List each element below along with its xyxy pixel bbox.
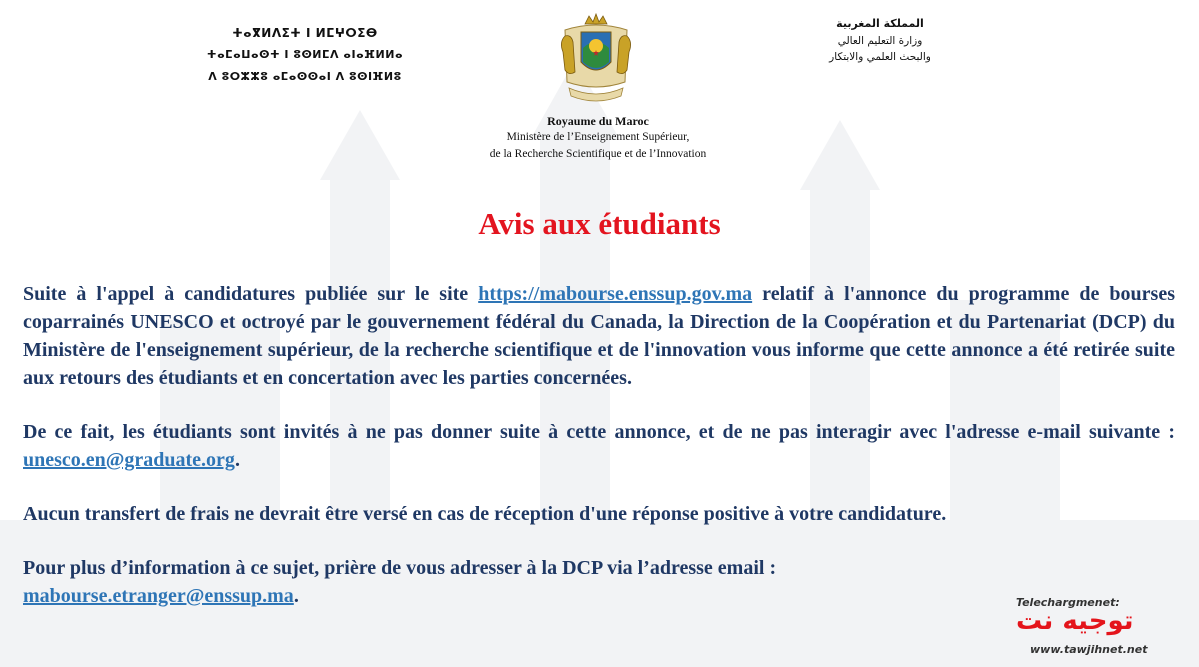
unesco-email-link[interactable]: unesco.en@graduate.org xyxy=(23,449,235,471)
tawjihnet-logo: توجيه نت xyxy=(1016,606,1134,636)
ministry-line-1: Ministère de l’Enseignement Supérieur, xyxy=(506,131,690,143)
arabic-header xyxy=(790,15,970,65)
arabic-line-3: والبحث العلمي والابتكار xyxy=(829,51,931,63)
tifinagh-line-3: ⴷ ⵓⵔⵣⵣⵓ ⴰⵎⴰⵙⵙⴰⵏ ⴷ ⵓⵙⵏⴼⵍⵓ xyxy=(208,70,402,83)
paragraph-1-text-end: relatif à l'annonce du programme de bourses coparrainés UNESCO et octroyé par le gouvernement fédéral du Canada, la Direction de la Coopération et du Partenariat (DCP) du Ministère de l'enseignement supérieur, de la recherche scientifique et de l'innovation vous informe que cette annonce a été retirée suite aux retours des étudiants et en concertation avec les parties concernées. xyxy=(23,283,1175,389)
paragraph-1-text-start: Suite à l'appel à candidatures publiée sur le site xyxy=(23,283,479,305)
paragraph-1 xyxy=(23,280,1175,392)
paragraph-4 xyxy=(23,554,1175,610)
ministry-line-2: de la Recherche Scientifique et de l’Innovation xyxy=(489,148,707,160)
tawjihnet-watermark xyxy=(1006,596,1186,662)
french-header xyxy=(420,113,776,163)
download-label: Telechargmenet: xyxy=(1016,596,1120,609)
arabic-line-1: المملكة المغربية xyxy=(836,17,924,30)
notice-title: Avis aux étudiants xyxy=(478,206,721,241)
arabic-line-2: وزارة التعليم العالي xyxy=(837,35,923,47)
kingdom-name: Royaume du Maroc xyxy=(547,114,649,128)
mabourse-site-link[interactable]: https://mabourse.enssup.gov.ma xyxy=(478,283,753,305)
paragraph-2-text-end: . xyxy=(234,449,240,471)
tawjihnet-url: www.tawjihnet.net xyxy=(1030,643,1148,656)
tifinagh-line-1: ⵜⴰⴳⵍⴷⵉⵜ ⵏ ⵍⵎⵖⵔⵉⴱ xyxy=(232,26,378,40)
paragraph-2 xyxy=(23,418,1175,474)
paragraph-4-text-end: . xyxy=(293,585,299,607)
paragraph-2-text-start: De ce fait, les étudiants sont invités à ne pas donner suite à cette annonce, et de ne pas interagir avec l'adresse e-mail suivante : xyxy=(23,421,1175,443)
tifinagh-line-2: ⵜⴰⵎⴰⵡⴰⵙⵜ ⵏ ⵓⵙⵍⵎⴷ ⴰⵏⴰⴼⵍⵍⴰ xyxy=(206,48,404,61)
tifinagh-header xyxy=(205,22,405,88)
moroccan-coat-of-arms-icon xyxy=(555,12,637,104)
paragraph-3: Aucun transfert de frais ne devrait être versé en cas de réception d'une réponse positive à votre candidature. xyxy=(23,503,947,525)
notice-body xyxy=(23,280,1175,636)
paragraph-4-text-start: Pour plus d’information à ce sujet, prière de vous adresser à la DCP via l’adresse email : xyxy=(23,557,777,579)
letterhead xyxy=(0,0,1199,180)
dcp-email-link[interactable]: mabourse.etranger@enssup.ma xyxy=(23,585,294,607)
